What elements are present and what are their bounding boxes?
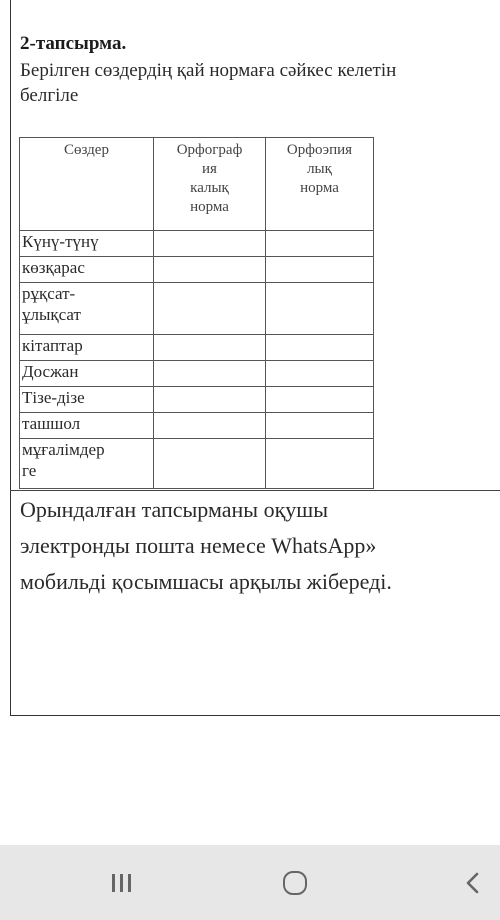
task-instruction [20, 58, 500, 108]
orthoepic-cell[interactable] [266, 335, 374, 361]
table-row [20, 231, 374, 257]
submission-note-line: мобильді қосымшасы арқылы жібереді. [20, 569, 392, 594]
task-instruction-line: Берілген сөздердің қай нормаға сәйкес келетін [20, 60, 397, 81]
orthographic-cell[interactable] [154, 257, 266, 283]
orthoepic-cell[interactable] [266, 361, 374, 387]
table-row [20, 257, 374, 283]
words-table [19, 137, 374, 489]
word-cell: рұқсат- ұлықсат [20, 283, 154, 335]
submission-note-line: Орындалған тапсырманы оқушы [20, 497, 328, 522]
table-row [20, 335, 374, 361]
table-header-row [20, 138, 374, 231]
orthographic-cell[interactable] [154, 283, 266, 335]
task-instruction-line: белгіле [20, 85, 79, 106]
orthographic-cell[interactable] [154, 231, 266, 257]
submission-note-line: электронды пошта немесе WhatsApp» [20, 533, 377, 558]
orthoepic-cell[interactable] [266, 231, 374, 257]
word-cell: көзқарас [20, 257, 154, 283]
orthoepic-cell[interactable] [266, 283, 374, 335]
table-row [20, 413, 374, 439]
table-row [20, 439, 374, 489]
orthographic-cell[interactable] [154, 361, 266, 387]
orthographic-cell[interactable] [154, 335, 266, 361]
word-cell: Күнү-түнү [20, 231, 154, 257]
android-nav-bar [0, 845, 500, 920]
word-cell: мұғалімдер ге [20, 439, 154, 489]
orthoepic-cell[interactable] [266, 387, 374, 413]
submission-note [20, 492, 500, 600]
back-icon[interactable] [462, 868, 484, 898]
section-divider [10, 490, 500, 491]
word-cell: ташшол [20, 413, 154, 439]
recent-apps-icon[interactable] [108, 868, 136, 898]
table-row [20, 283, 374, 335]
table-row [20, 361, 374, 387]
orthoepic-cell[interactable] [266, 413, 374, 439]
orthoepic-cell[interactable] [266, 257, 374, 283]
home-icon[interactable] [283, 871, 307, 895]
orthoepic-cell[interactable] [266, 439, 374, 489]
orthographic-cell[interactable] [154, 439, 266, 489]
word-cell: кітаптар [20, 335, 154, 361]
task-title: 2-тапсырма. [20, 33, 127, 54]
orthographic-cell[interactable] [154, 413, 266, 439]
word-cell: Досжан [20, 361, 154, 387]
header-words: Сөздер [20, 138, 154, 231]
word-cell: Тізе-дізе [20, 387, 154, 413]
table-row [20, 387, 374, 413]
orthographic-cell[interactable] [154, 387, 266, 413]
header-orthographic-norm: Орфограф ия калық норма [154, 138, 266, 231]
header-orthoepic-norm: Орфоэпия лық норма [266, 138, 374, 231]
